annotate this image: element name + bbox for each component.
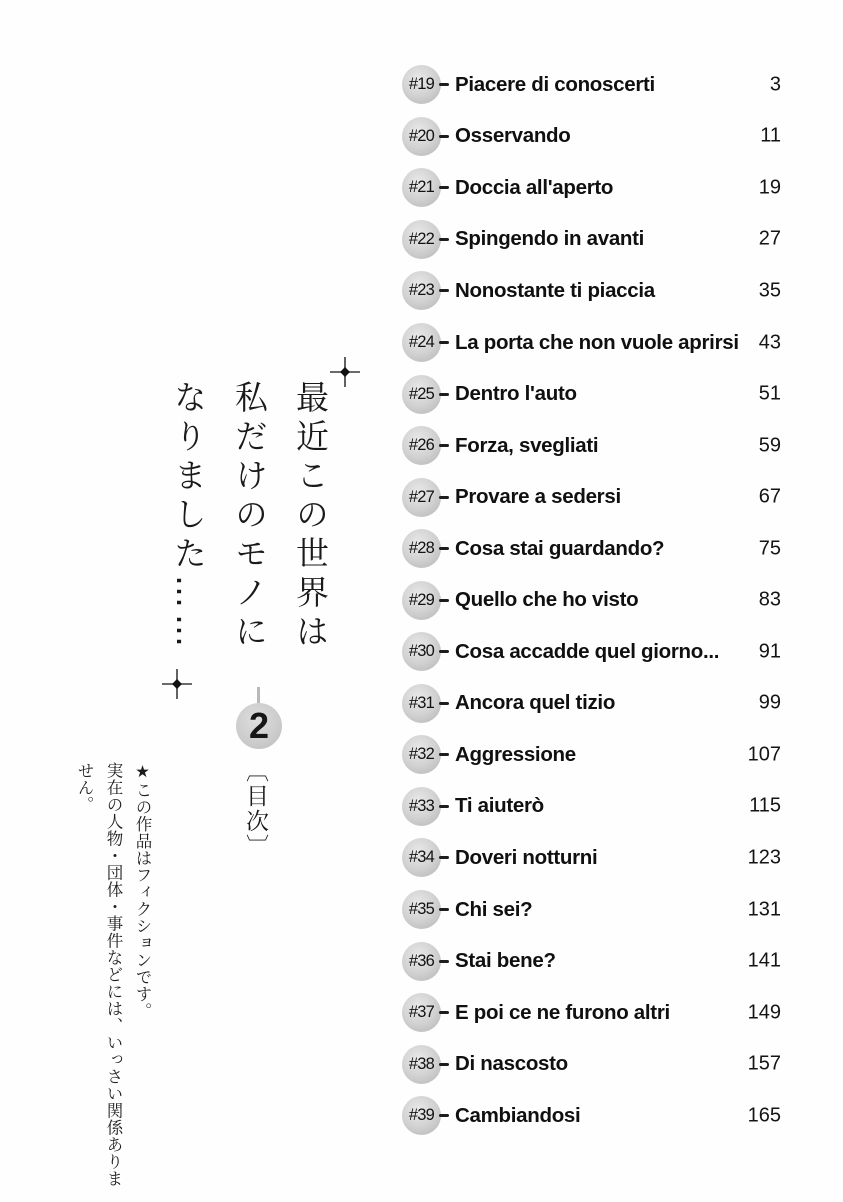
- disclaimer-line: 実在の人物・団体・事件などには、いっさい関係ありません。: [75, 762, 123, 1187]
- page-number: 3: [769, 73, 781, 96]
- page-number: 157: [747, 1052, 781, 1075]
- page-number: 59: [758, 434, 781, 457]
- chapter-badge: #34: [402, 838, 441, 877]
- chapter-badge: #33: [402, 787, 441, 826]
- toc-row: [402, 162, 783, 214]
- series-title-line: 最近この世界は: [291, 380, 330, 653]
- badge-dash: [439, 83, 449, 86]
- series-title-line: 私だけのモノに: [230, 380, 269, 653]
- page-number: 27: [758, 227, 781, 250]
- page-number: 75: [758, 537, 781, 560]
- badge-dash: [439, 135, 449, 138]
- page-number: 11: [760, 124, 781, 147]
- badge-dash: [439, 444, 449, 447]
- chapter-title: Dentro l'auto: [455, 382, 577, 406]
- toc-row: [402, 935, 783, 987]
- page-number: 131: [747, 898, 781, 921]
- badge-dash: [439, 753, 449, 756]
- chapter-title: Nonostante ti piaccia: [455, 278, 655, 302]
- page-number: 51: [758, 382, 781, 405]
- badge-dash: [439, 650, 449, 653]
- chapter-title: Quello che ho visto: [455, 588, 639, 612]
- chapter-badge: #32: [402, 735, 441, 774]
- chapter-title: Di nascosto: [455, 1052, 568, 1076]
- chapter-title: Provare a sedersi: [455, 485, 621, 509]
- toc-row: [402, 214, 783, 266]
- toc-row: [402, 884, 783, 936]
- toc-row: [402, 781, 783, 833]
- chapter-badge: #23: [402, 271, 441, 310]
- chapter-list: [402, 59, 783, 1141]
- chapter-title: Ancora quel tizio: [455, 691, 616, 715]
- badge-dash: [439, 702, 449, 705]
- badge-dash: [439, 1011, 449, 1014]
- page-number: 91: [758, 640, 781, 663]
- chapter-badge: #36: [402, 942, 441, 981]
- badge-dash: [439, 186, 449, 189]
- toc-row: [402, 574, 783, 626]
- series-title-vertical: [158, 380, 341, 710]
- chapter-badge: #29: [402, 581, 441, 620]
- toc-row: [402, 420, 783, 472]
- chapter-title: Aggressione: [455, 742, 576, 766]
- chapter-badge: #20: [402, 117, 441, 156]
- chapter-title: Cosa accadde quel giorno...: [455, 639, 720, 663]
- chapter-badge: #21: [402, 168, 441, 207]
- page-number: 67: [758, 485, 781, 508]
- chapter-title: Ti aiuterò: [455, 794, 544, 818]
- chapter-badge: #26: [402, 426, 441, 465]
- badge-dash: [439, 599, 449, 602]
- toc-row: [402, 832, 783, 884]
- page-number: 107: [747, 743, 781, 766]
- badge-dash: [439, 238, 449, 241]
- chapter-badge: #31: [402, 684, 441, 723]
- badge-dash: [439, 805, 449, 808]
- chapter-badge: #19: [402, 65, 441, 104]
- chapter-title: Chi sei?: [455, 897, 533, 921]
- chapter-title: Cambiandosi: [455, 1103, 581, 1127]
- page-number: 99: [758, 691, 781, 714]
- volume-number-badge: [236, 703, 282, 749]
- badge-dash: [439, 1063, 449, 1066]
- badge-dash: [439, 1114, 449, 1117]
- series-title-line: なりました……: [169, 380, 208, 653]
- chapter-title: E poi ce ne furono altri: [455, 1000, 670, 1024]
- page-number: 115: [749, 794, 781, 817]
- chapter-badge: #27: [402, 478, 441, 517]
- badge-dash: [439, 960, 449, 963]
- chapter-badge: #35: [402, 890, 441, 929]
- toc-row: [402, 678, 783, 730]
- page-number: 123: [747, 846, 781, 869]
- chapter-title: Forza, svegliati: [455, 433, 599, 457]
- fiction-disclaimer: [70, 762, 157, 1202]
- toc-row: [402, 523, 783, 575]
- chapter-title: Stai bene?: [455, 949, 556, 973]
- chapter-badge: #28: [402, 529, 441, 568]
- badge-dash: [439, 908, 449, 911]
- toc-row: [402, 317, 783, 369]
- chapter-badge: #37: [402, 993, 441, 1032]
- toc-row: [402, 1038, 783, 1090]
- chapter-badge: #24: [402, 323, 441, 362]
- page-number: 141: [747, 949, 781, 972]
- page-number: 149: [747, 1001, 781, 1024]
- chapter-title: Osservando: [455, 124, 571, 148]
- chapter-badge: #30: [402, 632, 441, 671]
- badge-dash: [439, 341, 449, 344]
- chapter-badge: #38: [402, 1045, 441, 1084]
- toc-row: [402, 368, 783, 420]
- page-number: 19: [758, 176, 781, 199]
- volume-number: 2: [248, 705, 270, 746]
- badge-dash: [439, 496, 449, 499]
- page-number: 35: [758, 279, 781, 302]
- toc-row: [402, 471, 783, 523]
- toc-row: [402, 111, 783, 163]
- chapter-title: Doveri notturni: [455, 845, 598, 869]
- badge-dash: [439, 289, 449, 292]
- disclaimer-line: ★この作品はフィクションです。: [133, 762, 152, 1020]
- chapter-title: Spingendo in avanti: [455, 227, 645, 251]
- volume-badge-connector: [257, 687, 260, 703]
- toc-row: [402, 987, 783, 1039]
- toc-row: [402, 1090, 783, 1142]
- page-number: 43: [758, 331, 781, 353]
- chapter-badge: #39: [402, 1096, 441, 1135]
- toc-row: [402, 59, 783, 111]
- chapter-badge: #25: [402, 375, 441, 414]
- chapter-badge: #22: [402, 220, 441, 259]
- contents-label: 〔目次〕: [242, 759, 268, 859]
- chapter-title: Cosa stai guardando?: [455, 536, 665, 560]
- chapter-title: Piacere di conoscerti: [455, 72, 655, 96]
- badge-dash: [439, 393, 449, 396]
- chapter-title: Doccia all'aperto: [455, 175, 614, 199]
- toc-row: [402, 729, 783, 781]
- chapter-title: La porta che non vuole aprirsi: [455, 330, 739, 354]
- toc-row: [402, 265, 783, 317]
- badge-dash: [439, 547, 449, 550]
- page-number: 165: [747, 1104, 781, 1127]
- page-number: 83: [758, 588, 781, 611]
- toc-row: [402, 626, 783, 678]
